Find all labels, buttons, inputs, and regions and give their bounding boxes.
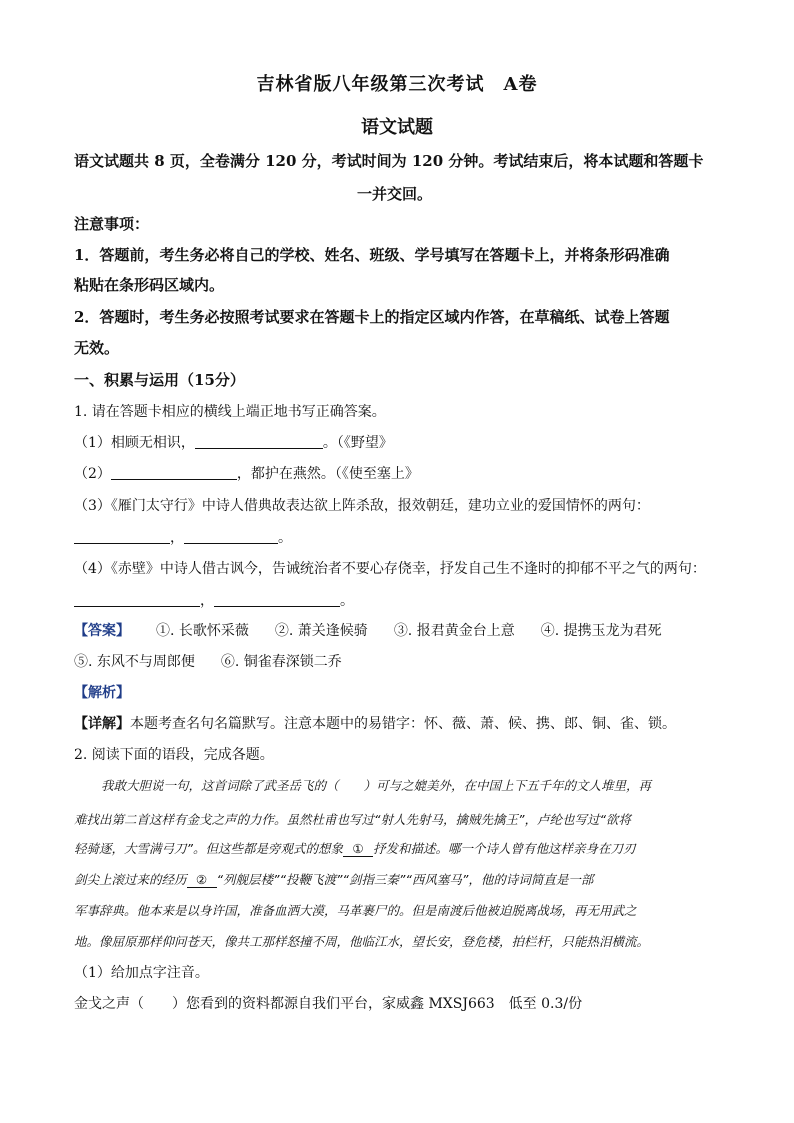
question-2-stem: 2. 阅读下面的语段，完成各题。 bbox=[74, 747, 274, 763]
detail-tag: 【详解】 bbox=[74, 716, 130, 732]
analysis-detail bbox=[74, 713, 676, 733]
passage-blank-2: ② bbox=[187, 872, 217, 888]
answer-row-1 bbox=[74, 620, 662, 640]
answer-4: ④. 提携玉龙为君死 bbox=[540, 623, 662, 639]
passage-line-4-a: 剑尖上滚过来的经历 bbox=[74, 872, 187, 887]
passage-line-3-a: 轻骑逐，大雪满弓刀”。但这些都是旁观式的想象 bbox=[74, 841, 343, 856]
answer-blank bbox=[184, 529, 278, 544]
passage-line-1: 我敢大胆说一句，这首词除了武圣岳飞的（ ）可与之媲美外，在中国上下五千年的文人堆里，再 bbox=[101, 778, 652, 793]
answer-blank bbox=[74, 529, 170, 544]
question-1-item-3: （3）《雁门太守行》中诗人借典故表达欲上阵杀敌，报效朝廷，建功立业的爱国情怀的两句： bbox=[74, 498, 650, 514]
question-2-sub-1: （1）给加点字注音。 bbox=[74, 965, 209, 981]
answer-5: ⑤. 东风不与周郎便 bbox=[74, 654, 195, 670]
notice-item-1-line-2: 粘贴在条形码区域内。 bbox=[74, 276, 225, 294]
notice-heading: 注意事项： bbox=[74, 215, 150, 233]
notice-item-1-line-1: 1．答题前，考生务必将自己的学校、姓名、班级、学号填写在答题卡上，并将条形码准确 bbox=[74, 246, 670, 264]
answer-blank bbox=[74, 592, 200, 607]
analysis-tag bbox=[74, 682, 130, 702]
notice-item-2-line-2: 无效。 bbox=[74, 339, 120, 357]
passage-line-3 bbox=[74, 839, 636, 857]
answer-3: ③. 报君黄金台上意 bbox=[393, 623, 515, 639]
notice-item-2-line-1: 2．答题时，考生务必按照考试要求在答题卡上的指定区域内作答，在草稿纸、试卷上答题 bbox=[74, 308, 670, 326]
answer-1: ①. 长歌怀采薇 bbox=[156, 623, 249, 639]
period: 。 bbox=[340, 593, 354, 609]
q1-s1-suffix: 。（《野望》 bbox=[322, 435, 393, 451]
exam-subtitle: 语文试题 bbox=[361, 117, 433, 138]
answer-blank bbox=[214, 592, 340, 607]
question-1-item-4: （4）《赤壁》中诗人借古讽今，告诫统治者不要心存侥幸，抒发自己生不逢时的抑郁不平之气的两句： bbox=[74, 561, 706, 577]
comma: ， bbox=[200, 593, 214, 609]
detail-text: 本题考查名句名篇默写。注意本题中的易错字：怀、薇、萧、候、携、郎、铜、雀、锁。 bbox=[130, 716, 676, 732]
intro-line-2: 一并交回。 bbox=[357, 185, 433, 203]
question-1-item-2 bbox=[74, 463, 419, 483]
answer-tag: 【答案】 bbox=[74, 623, 130, 639]
q1-s1-prefix: （1）相顾无相识， bbox=[74, 435, 195, 451]
intro-line-1: 语文试题共 8 页，全卷满分 120 分，考试时间为 120 分钟。考试结束后，将本试题和答题卡 bbox=[74, 152, 704, 170]
passage-line-2: 难找出第二首这样有金戈之声的力作。虽然杜甫也写过“射人先射马，擒贼先擒王”，卢纶也写过“欲将 bbox=[74, 812, 631, 827]
comma: ， bbox=[170, 530, 184, 546]
passage-line-6: 地。像屈原那样仰问苍天，像共工那样怒撞不周，他临江水，望长安，登危楼，拍栏杆，只能热泪横流。 bbox=[74, 934, 650, 949]
answer-blank bbox=[195, 434, 323, 449]
question-1-item-1 bbox=[74, 432, 393, 452]
answer-row-2 bbox=[74, 651, 342, 671]
passage-line-4 bbox=[74, 870, 593, 888]
answer-blank bbox=[111, 465, 237, 480]
analysis-label: 【解析】 bbox=[74, 685, 130, 701]
q1-s2-prefix: （2） bbox=[74, 466, 111, 482]
exam-title: 吉林省版八年级第三次考试 A卷 bbox=[256, 74, 538, 95]
answer-6: ⑥. 铜雀春深锁二乔 bbox=[220, 654, 342, 670]
q1-s2-suffix: ，都护在燕然。（《使至塞上》 bbox=[236, 466, 419, 482]
question-1-stem: 1. 请在答题卡相应的横线上端正地书写正确答案。 bbox=[74, 404, 386, 420]
section-1-heading: 一、积累与运用（15分） bbox=[74, 371, 245, 389]
question-1-item-4-blanks bbox=[74, 590, 354, 610]
passage-line-3-b: 抒发和描述。哪一个诗人曾有他这样亲身在刀刃 bbox=[372, 841, 636, 856]
question-2-last-line: 金戈之声（ ）您看到的资料都源自我们平台，家威鑫 MXSJ663 低至 0.3/份 bbox=[74, 996, 583, 1012]
answer-2: ②. 萧关逢候骑 bbox=[274, 623, 368, 639]
period: 。 bbox=[278, 530, 292, 546]
question-1-item-3-blanks bbox=[74, 527, 292, 547]
passage-line-4-b: “列舰层楼”“投鞭飞渡”“剑指三秦”“西风塞马”，他的诗词简直是一部 bbox=[216, 872, 594, 887]
passage-blank-1: ① bbox=[343, 841, 373, 857]
passage-line-5: 军事辞典。他本来是以身许国，准备血洒大漠，马革裹尸的。但是南渡后他被迫脱离战场，再无用武之 bbox=[74, 903, 637, 918]
